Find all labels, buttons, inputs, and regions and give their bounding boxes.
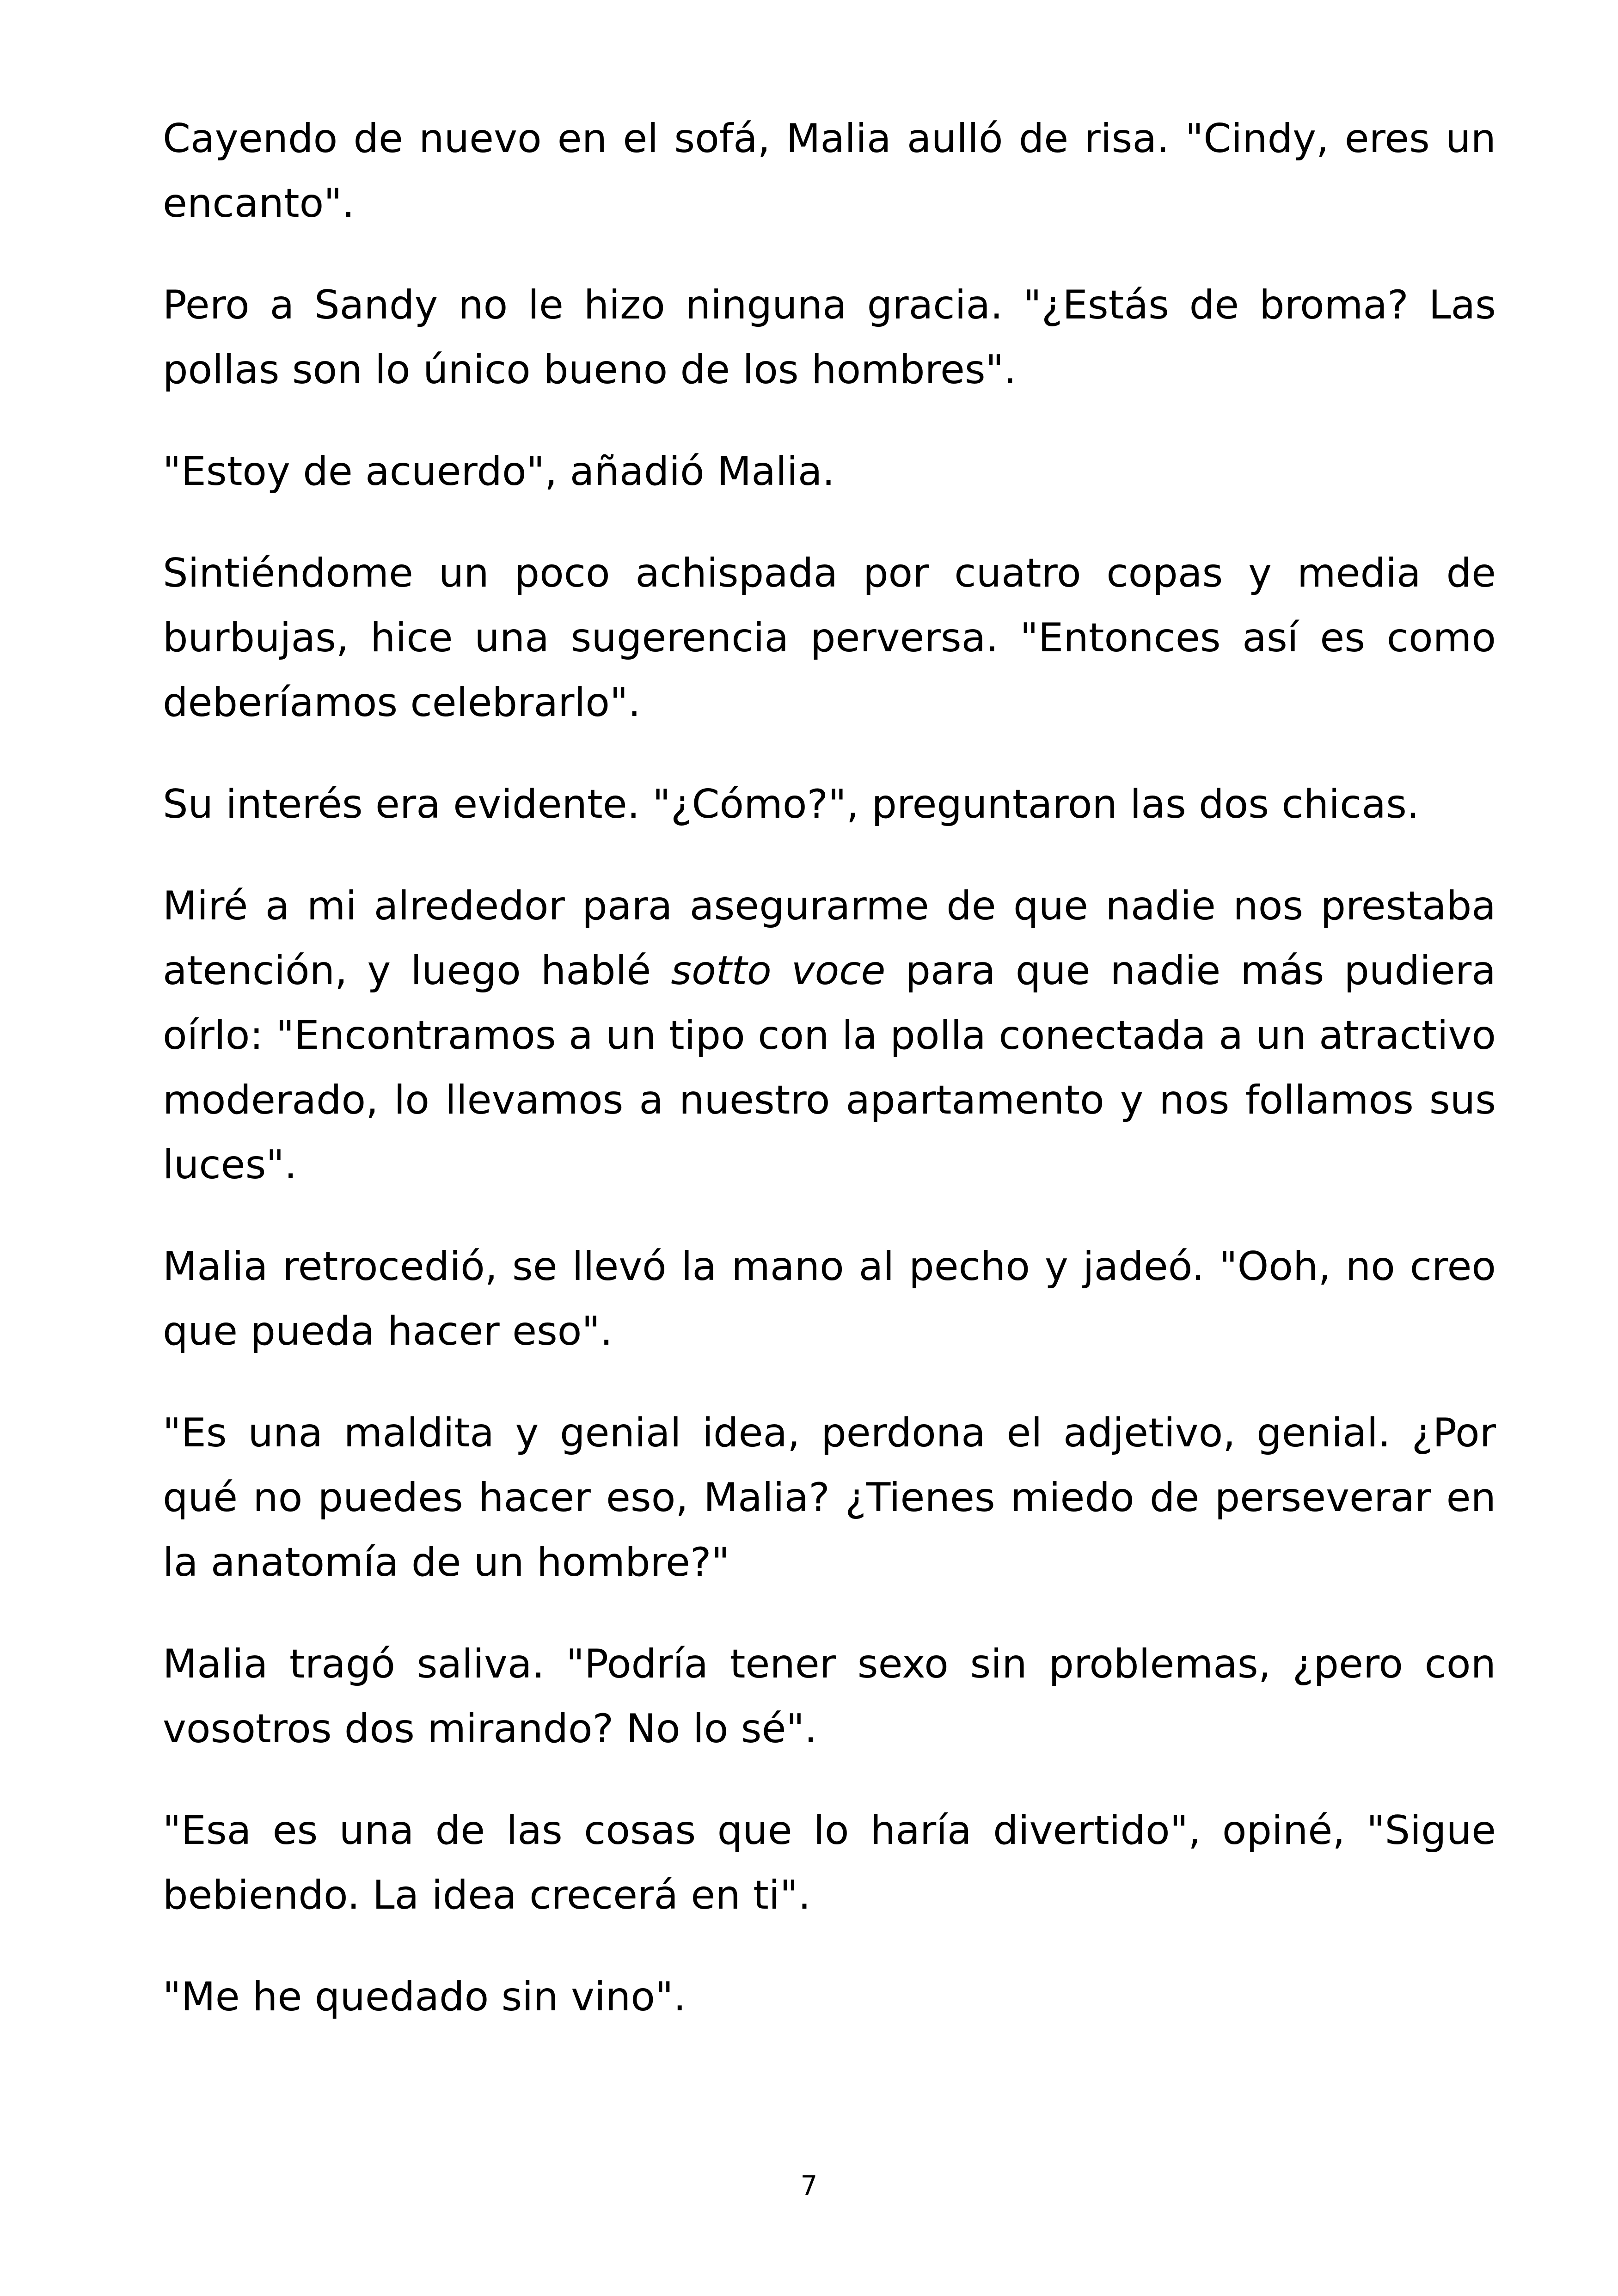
paragraph: "Estoy de acuerdo", añadió Malia. — [163, 448, 835, 495]
paragraph: "Es una maldita y genial idea, perdona el adjetivo, genial. ¿Por qué no puedes hacer eso, Malia? ¿Tienes miedo de perseverar en la anatomía de un hombre?" — [163, 1410, 1496, 1586]
text-body — [163, 106, 1496, 2066]
italic-phrase: sotto voce — [671, 948, 886, 994]
paragraph: Malia retrocedió, se llevó la mano al pecho y jadeó. "Ooh, no creo que pueda hacer eso". — [163, 1243, 1496, 1354]
page-number: 7 — [800, 2170, 818, 2201]
paragraph: "Me he quedado sin vino". — [163, 1974, 686, 2020]
paragraph: Sintiéndome un poco achispada por cuatro copas y media de burbujas, hice una sugerencia perversa. "Entonces así es como deberíamos celebrarlo". — [163, 550, 1496, 726]
paragraph: Malia tragó saliva. "Podría tener sexo sin problemas, ¿pero con vosotros dos mirando? No lo sé". — [163, 1641, 1496, 1752]
paragraph-text: Miré a mi alrededor para asegurarme de que nadie nos prestaba atención, y luego hablé — [163, 883, 1496, 994]
paragraph-text: para que nadie más pudiera oírlo: "Encontramos a un tipo con la polla conectada a un atractivo moderado, lo llevamos a nuestro apartamento y nos follamos sus luces". — [163, 948, 1496, 1188]
paragraph: Pero a Sandy no le hizo ninguna gracia. "¿Estás de broma? Las pollas son lo único bueno de los hombres". — [163, 282, 1496, 393]
paragraph: "Esa es una de las cosas que lo haría divertido", opiné, "Sigue bebiendo. La idea crecerá en ti". — [163, 1807, 1496, 1918]
paragraph: Su interés era evidente. "¿Cómo?", preguntaron las dos chicas. — [163, 781, 1420, 827]
paragraph: Cayendo de nuevo en el sofá, Malia aulló de risa. "Cindy, eres un encanto". — [163, 116, 1496, 227]
paragraph — [163, 874, 1496, 1197]
